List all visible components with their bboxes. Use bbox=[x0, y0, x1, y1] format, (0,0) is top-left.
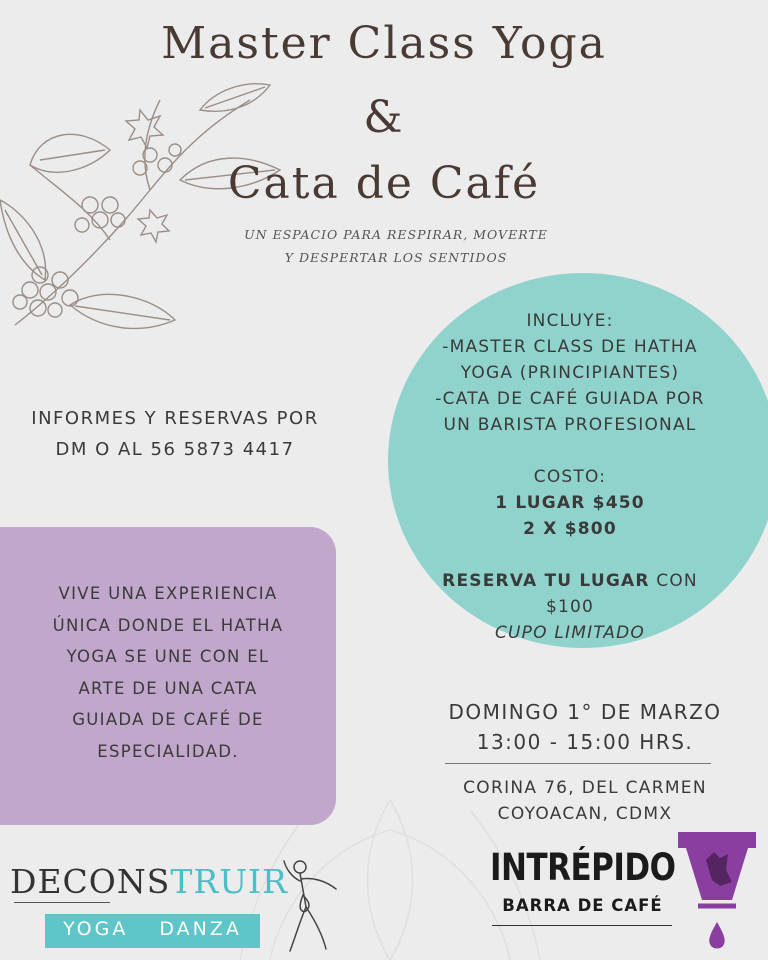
address-line-2: COYOACAN, CDMX bbox=[497, 804, 673, 824]
cost-heading: COSTO: bbox=[533, 467, 607, 487]
yoga-danza-text bbox=[45, 918, 260, 940]
dancer-figure bbox=[278, 855, 338, 955]
contact-info bbox=[0, 403, 350, 465]
includes-item-1a: -MASTER CLASS DE HATHA bbox=[442, 337, 698, 357]
title-ampersand: & bbox=[363, 92, 405, 143]
subtitle-line-2: Y DESPERTAR LOS SENTIDOS bbox=[284, 250, 508, 265]
divider bbox=[445, 763, 711, 764]
logo-underline bbox=[14, 902, 110, 903]
intrepido-logo: INTRÉPIDO bbox=[490, 846, 676, 890]
deconstruir-logo-part-1: DECONS bbox=[10, 862, 171, 901]
yoga-label: YOGA bbox=[63, 918, 129, 940]
description-line: GUIADA DE CAFÉ DE bbox=[72, 710, 264, 729]
intrepido-tagline: BARRA DE CAFÉ bbox=[502, 896, 663, 915]
description-line: ÚNICA DONDE EL HATHA bbox=[52, 615, 284, 635]
pour-over-dripper-icon bbox=[676, 830, 758, 955]
event-date: DOMINGO 1° DE MARZO bbox=[448, 700, 722, 724]
logo-underline bbox=[492, 925, 672, 926]
contact-line-2: DM O AL 56 5873 4417 bbox=[55, 439, 295, 460]
description-line: ESPECIALIDAD. bbox=[97, 741, 239, 761]
title-line-1: Master Class Yoga bbox=[161, 18, 607, 69]
description-text bbox=[20, 578, 316, 767]
reserve-line bbox=[400, 568, 740, 594]
event-date-time bbox=[410, 697, 760, 757]
includes-heading: INCLUYE: bbox=[526, 311, 614, 331]
address-line-1: CORINA 76, DEL CARMEN bbox=[463, 778, 707, 798]
price-double: 2 X $800 bbox=[523, 519, 617, 539]
description-line: VIVE UNA EXPERIENCIA bbox=[58, 584, 278, 603]
subtitle-line-1: UN ESPACIO PARA RESPIRAR, MOVERTE bbox=[244, 227, 548, 242]
danza-label: DANZA bbox=[159, 918, 242, 940]
price-single: 1 LUGAR $450 bbox=[495, 493, 645, 513]
title-line-2: Cata de Café bbox=[227, 158, 541, 209]
includes-item-2a: -CATA DE CAFÉ GUIADA POR bbox=[435, 389, 705, 409]
reserve-rest: CON bbox=[649, 571, 698, 591]
reserve-bold: RESERVA TU LUGAR bbox=[442, 571, 650, 591]
includes-item-1b: YOGA (PRINCIPIANTES) bbox=[460, 363, 680, 383]
limited-capacity: CUPO LIMITADO bbox=[494, 623, 646, 643]
description-line: YOGA SE UNE CON EL bbox=[66, 647, 270, 666]
event-time: 13:00 - 15:00 HRS. bbox=[476, 730, 694, 754]
deconstruir-logo bbox=[10, 862, 288, 901]
description-line: ARTE DE UNA CATA bbox=[78, 678, 258, 698]
deconstruir-logo-part-2: TRUIR bbox=[170, 862, 288, 901]
contact-line-1: INFORMES Y RESERVAS POR bbox=[31, 408, 319, 429]
event-address bbox=[410, 775, 760, 827]
includes-item-2b: UN BARISTA PROFESIONAL bbox=[443, 415, 697, 435]
reserve-amount: $100 bbox=[545, 597, 595, 617]
